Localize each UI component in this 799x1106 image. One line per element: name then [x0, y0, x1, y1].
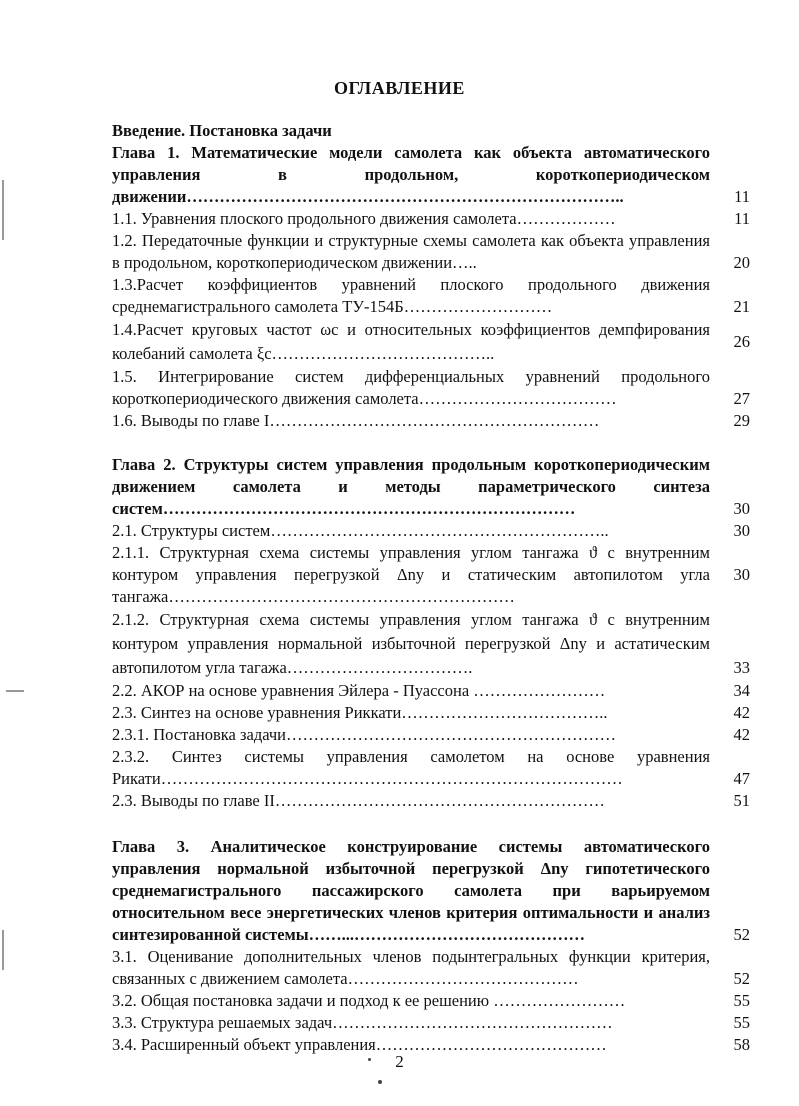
toc-entry-page: 34 — [733, 681, 750, 700]
toc-entry-text: 1.4.Расчет круговых частот ωc и относительных коэффициентов демпфирования колебаний самолета ξc………………………………….. — [112, 320, 710, 363]
toc-entry-text: 3.3. Структура решаемых задач…………………………………………… — [112, 1013, 613, 1032]
toc-entry — [112, 946, 750, 990]
toc-entry-page: 55 — [733, 1013, 750, 1032]
page-number: 2 — [395, 1052, 404, 1071]
toc-entry — [112, 702, 750, 724]
toc-entry-page: 21 — [733, 297, 750, 316]
toc-entry-text: 2.3.2. Синтез системы управления самолетом на основе уравнения Рикати………………………………………………………………………… — [112, 747, 710, 788]
toc-entry-text: 2.3. Синтез на основе уравнения Риккати……………………………….. — [112, 703, 608, 722]
toc-entry-page: 30 — [733, 521, 750, 540]
toc-entry — [112, 318, 750, 366]
scan-speck — [378, 1080, 382, 1084]
toc-entry-page: 55 — [733, 991, 750, 1010]
toc-entry — [112, 1012, 750, 1034]
toc-entry-page: 47 — [733, 769, 750, 788]
toc-entry — [112, 608, 750, 680]
toc-entry — [112, 746, 750, 790]
toc-entry-page: 11 — [734, 209, 750, 228]
toc-entry-page: 30 — [733, 499, 750, 518]
toc-entry-chapter-3 — [112, 836, 750, 946]
toc-entry-text: Введение. Постановка задачи — [112, 121, 332, 140]
toc-entry — [112, 520, 750, 542]
toc-entry-intro — [112, 120, 750, 142]
toc-entry-text: Глава 1. Математические модели самолета как объекта автоматического управления в продольном, короткопериодическом движении…………………………………………………………………….. — [112, 143, 710, 206]
toc-entry — [112, 208, 750, 230]
toc-entry-page: 42 — [733, 703, 750, 722]
toc-entry — [112, 230, 750, 274]
toc-entry — [112, 724, 750, 746]
toc-entry-page: 58 — [733, 1035, 750, 1054]
toc-entry-text: 2.1.2. Структурная схема системы управления углом тангажа ϑ с внутренним контуром управления нормальной избыточной перегрузкой Δny и астатическим автопилотом угла тагажа……………………………. — [112, 610, 710, 677]
toc-entry-text: 1.2. Передаточные функции и структурные схемы самолета как объекта управления в продольном, короткопериодическом движении….. — [112, 231, 710, 272]
toc-entry-page: 33 — [733, 658, 750, 677]
toc-entry-page: 51 — [733, 791, 750, 810]
section-gap — [112, 432, 750, 454]
toc-entry-text: 1.1. Уравнения плоского продольного движения самолета……………… — [112, 209, 616, 228]
toc-entry-page: 11 — [734, 187, 750, 206]
toc-entry-text: 1.3.Расчет коэффициентов уравнений плоского продольного движения среднемагистрального самолета ТУ-154Б……………………… — [112, 275, 710, 316]
toc-entry-text: 2.1.1. Структурная схема системы управления углом тангажа ϑ с внутренним контуром управления перегрузкой Δny и статическим автопилотом угла тангажа……………………………………………………… — [112, 543, 710, 606]
toc-entry — [112, 990, 750, 1012]
toc-entry-chapter-2 — [112, 454, 750, 520]
page-title: ОГЛАВЛЕНИЕ — [334, 78, 465, 98]
toc-entry-text: 2.2. АКОР на основе уравнения Эйлера - Пуассона …………………… — [112, 681, 606, 700]
toc-entry-text: Глава 2. Структуры систем управления продольным короткопериодическим движением самолета и методы параметрического синтеза систем………………………………………………………………… — [112, 455, 710, 518]
scan-edge-mark — [6, 690, 24, 692]
toc-entry-text: 1.5. Интегрирование систем дифференциальных уравнений продольного короткопериодического движения самолета……………………………… — [112, 367, 710, 408]
toc-entry-page: 27 — [733, 389, 750, 408]
scan-speck — [368, 1058, 371, 1061]
table-of-contents — [112, 120, 750, 1056]
toc-entry-text: 3.1. Оценивание дополнительных членов подынтегральных функции критерия, связанных с движением самолета…………………………………… — [112, 947, 710, 988]
section-gap — [112, 812, 750, 836]
toc-entry-page: 26 — [733, 332, 750, 351]
toc-entry-text: Глава 3. Аналитическое конструирование системы автоматического управления нормальной избыточной перегрузкой Δny гипотетического среднемагистрального пассажирского самолета при варьируемом относительном весе энергетических членов критерия оптимальности и анализ синтезированной системы……...…………………………………… — [112, 837, 710, 944]
toc-entry — [112, 542, 750, 608]
toc-entry-page: 29 — [733, 411, 750, 430]
toc-entry — [112, 790, 750, 812]
toc-entry-text: 2.3. Выводы по главе II…………………………………………………… — [112, 791, 605, 810]
toc-entry — [112, 366, 750, 410]
toc-entry-text: 3.4. Расширенный объект управления…………………………………… — [112, 1035, 607, 1054]
toc-entry-page: 42 — [733, 725, 750, 744]
toc-entry — [112, 410, 750, 432]
toc-entry-page: 20 — [733, 253, 750, 272]
toc-entry — [112, 274, 750, 318]
toc-entry-text: 1.6. Выводы по главе I…………………………………………………… — [112, 411, 600, 430]
toc-entry-page: 30 — [733, 565, 750, 584]
toc-entry-text: 2.1. Структуры систем…………………………………………………….. — [112, 521, 609, 540]
toc-entry — [112, 680, 750, 702]
toc-entry-chapter-1 — [112, 142, 750, 208]
toc-entry-page: 52 — [733, 925, 750, 944]
toc-entry-page: 52 — [733, 969, 750, 988]
toc-entry-text: 3.2. Общая постановка задачи и подход к ее решению …………………… — [112, 991, 626, 1010]
toc-entry-text: 2.3.1. Постановка задачи…………………………………………………… — [112, 725, 616, 744]
scan-edge-mark — [2, 180, 4, 240]
scan-edge-mark — [2, 930, 4, 970]
